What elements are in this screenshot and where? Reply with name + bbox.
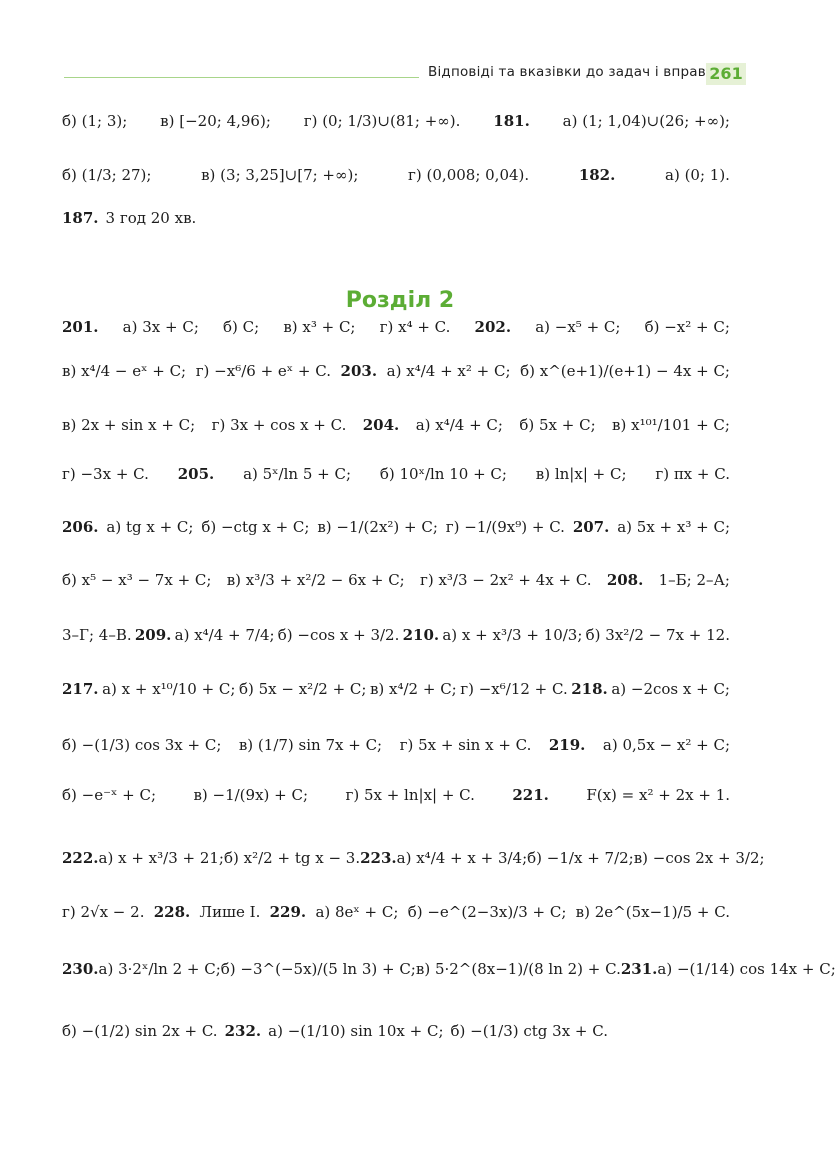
answer-text: г) 3x + cos x + C.: [211, 416, 347, 434]
answer-text: а) (1; 1,04)∪(26; +∞);: [562, 112, 730, 130]
answer-line: [62, 99, 730, 143]
problem-number: 204.: [362, 416, 400, 434]
answer-line: [62, 349, 730, 393]
problem-number: 217.: [62, 680, 99, 698]
problem-number: 187.: [62, 209, 99, 227]
section-heading: Розділ 2: [345, 288, 455, 313]
page-number-badge: 261: [706, 63, 746, 85]
answer-text: Лише І.: [199, 903, 261, 921]
problem-number: 228.: [153, 903, 191, 921]
problem-number: 206.: [62, 518, 99, 536]
answer-text: в) x³/3 + x²/2 − 6x + C;: [226, 571, 405, 589]
answer-text: в) (1/7) sin 7x + C;: [238, 736, 383, 754]
problem-number: 209.: [134, 626, 172, 644]
problem-number: 181.: [493, 112, 530, 130]
answer-text: г) −1/(9x⁹) + C.: [445, 518, 565, 536]
answer-text: 1–Б; 2–А;: [658, 571, 730, 589]
answer-text: б) −e⁻ˣ + C;: [62, 786, 157, 804]
answer-text: в) −cos 2x + 3/2;: [633, 849, 765, 867]
problem-number: 210.: [402, 626, 440, 644]
answer-text: а) −(1/14) cos 14x + C;: [657, 960, 836, 978]
answer-text: г) −3x + C.: [62, 465, 149, 483]
problem-number: 223.: [360, 849, 397, 867]
answer-text: г) −x⁶/6 + eˣ + C.: [195, 362, 331, 380]
answer-text: б) −1/x + 7/2;: [527, 849, 634, 867]
answer-text: г) x³/3 − 2x² + 4x + C.: [419, 571, 592, 589]
answer-text: б) 10ˣ/ln 10 + C;: [379, 465, 507, 483]
answer-text: б) −x² + C;: [644, 318, 730, 336]
answer-line: [62, 773, 730, 817]
answer-text: а) x⁴/4 + C;: [415, 416, 503, 434]
answer-text: F(x) = x² + 2x + 1.: [586, 786, 730, 804]
answer-line: [62, 836, 765, 880]
answer-text: а) (0; 1).: [665, 166, 730, 184]
running-header-title: Відповіді та вказівки до задач і вправ: [428, 64, 706, 80]
answer-text: в) 2x + sin x + C;: [62, 416, 196, 434]
answer-text: а) 0,5x − x² + C;: [602, 736, 730, 754]
answer-line: [62, 153, 730, 197]
answer-line: [62, 452, 730, 496]
problem-number: 229.: [269, 903, 307, 921]
answer-text: г) x⁴ + C.: [379, 318, 451, 336]
answer-text: в) (3; 3,25]∪[7; +∞);: [201, 166, 359, 184]
answer-line: [62, 505, 730, 549]
answer-text: в) x¹⁰¹/101 + C;: [612, 416, 730, 434]
answer-text: б) 5x + C;: [519, 416, 596, 434]
problem-number: 208.: [606, 571, 644, 589]
answer-text: б) −(1/3) ctg 3x + C.: [450, 1022, 608, 1040]
problem-number: 221.: [512, 786, 549, 804]
answer-text: г) 5x + ln|x| + C.: [345, 786, 475, 804]
answer-text: б) −(1/3) cos 3x + C;: [62, 736, 222, 754]
answer-text: а) x⁴/4 + 7/4;: [174, 626, 275, 644]
header-rule: [64, 77, 419, 78]
answer-text: а) −2cos x + C;: [611, 680, 730, 698]
answer-line: [62, 305, 730, 349]
answer-text: г) πx + C.: [655, 465, 730, 483]
answer-line: [62, 403, 730, 447]
answer-text: а) tg x + C;: [106, 518, 194, 536]
problem-number: 182.: [578, 166, 616, 184]
answer-text: в) [−20; 4,96);: [160, 112, 271, 130]
answer-text: б) −(1/2) sin 2x + C.: [62, 1022, 218, 1040]
answer-text: б) 3x²/2 − 7x + 12.: [585, 626, 730, 644]
answer-text: б) −3^(−5x)/(5 ln 3) + C;: [220, 960, 416, 978]
answer-text: а) 5x + x³ + C;: [617, 518, 730, 536]
answer-line: [62, 558, 730, 602]
problem-number: 202.: [474, 318, 512, 336]
answer-text: б) (1/3; 27);: [62, 166, 152, 184]
answer-text: 3 год 20 хв.: [105, 209, 197, 227]
answer-text: а) x + x³/3 + 10/3;: [442, 626, 583, 644]
answer-text: б) −ctg x + C;: [201, 518, 310, 536]
problem-number: 219.: [548, 736, 586, 754]
answer-text: в) ln|x| + C;: [535, 465, 627, 483]
answer-line: [62, 613, 730, 657]
answer-text: а) 3x + C;: [122, 318, 199, 336]
answer-text: в) x⁴/2 + C;: [369, 680, 457, 698]
answer-text: а) −x⁵ + C;: [535, 318, 621, 336]
answer-text: г) −x⁶/12 + C.: [460, 680, 568, 698]
answer-line: [62, 723, 730, 767]
answer-text: г) (0,008; 0,04).: [408, 166, 530, 184]
answer-text: в) x³ + C;: [283, 318, 356, 336]
answer-text: б) C;: [223, 318, 260, 336]
answer-text: б) x^(e+1)/(e+1) − 4x + C;: [520, 362, 730, 380]
answer-line: [62, 1009, 730, 1053]
answer-line: [62, 196, 730, 240]
answer-text: в) 2e^(5x−1)/5 + C.: [575, 903, 730, 921]
answer-text: б) 5x − x²/2 + C;: [238, 680, 367, 698]
answer-text: б) x⁵ − x³ − 7x + C;: [62, 571, 212, 589]
problem-number: 205.: [177, 465, 215, 483]
answer-text: а) x + x³/3 + 21;: [98, 849, 224, 867]
answer-text: б) (1; 3);: [62, 112, 128, 130]
answer-text: б) x²/2 + tg x − 3.: [224, 849, 361, 867]
answer-text: г) 2√x − 2.: [62, 903, 145, 921]
answer-text: в) 5·2^(8x−1)/(8 ln 2) + C.: [415, 960, 621, 978]
answer-line: [62, 890, 730, 934]
answer-text: а) x⁴/4 + x + 3/4;: [396, 849, 528, 867]
answer-text: в) −1/(2x²) + C;: [317, 518, 438, 536]
problem-number: 231.: [620, 960, 658, 978]
problem-number: 201.: [62, 318, 99, 336]
problem-number: 230.: [62, 960, 99, 978]
answer-text: г) (0; 1/3)∪(81; +∞).: [303, 112, 461, 130]
answer-text: а) x + x¹⁰/10 + C;: [102, 680, 236, 698]
problem-number: 232.: [224, 1022, 262, 1040]
answer-text: а) 8eˣ + C;: [315, 903, 399, 921]
answer-text: в) x⁴/4 − eˣ + C;: [62, 362, 187, 380]
answer-text: в) −1/(9x) + C;: [193, 786, 309, 804]
answer-text: а) −(1/10) sin 10x + C;: [268, 1022, 444, 1040]
problem-number: 203.: [340, 362, 378, 380]
answer-line: [62, 947, 836, 991]
answer-text: 3–Г; 4–В.: [62, 626, 132, 644]
answer-text: а) x⁴/4 + x² + C;: [386, 362, 511, 380]
problem-number: 218.: [571, 680, 608, 698]
answer-line: [62, 667, 730, 711]
answer-text: а) 5ˣ/ln 5 + C;: [243, 465, 352, 483]
answer-text: б) −cos x + 3/2.: [277, 626, 400, 644]
answer-text: а) 3·2ˣ/ln 2 + C;: [98, 960, 221, 978]
problem-number: 207.: [572, 518, 610, 536]
problem-number: 222.: [62, 849, 99, 867]
answer-text: б) −e^(2−3x)/3 + C;: [407, 903, 567, 921]
answer-text: г) 5x + sin x + C.: [399, 736, 532, 754]
